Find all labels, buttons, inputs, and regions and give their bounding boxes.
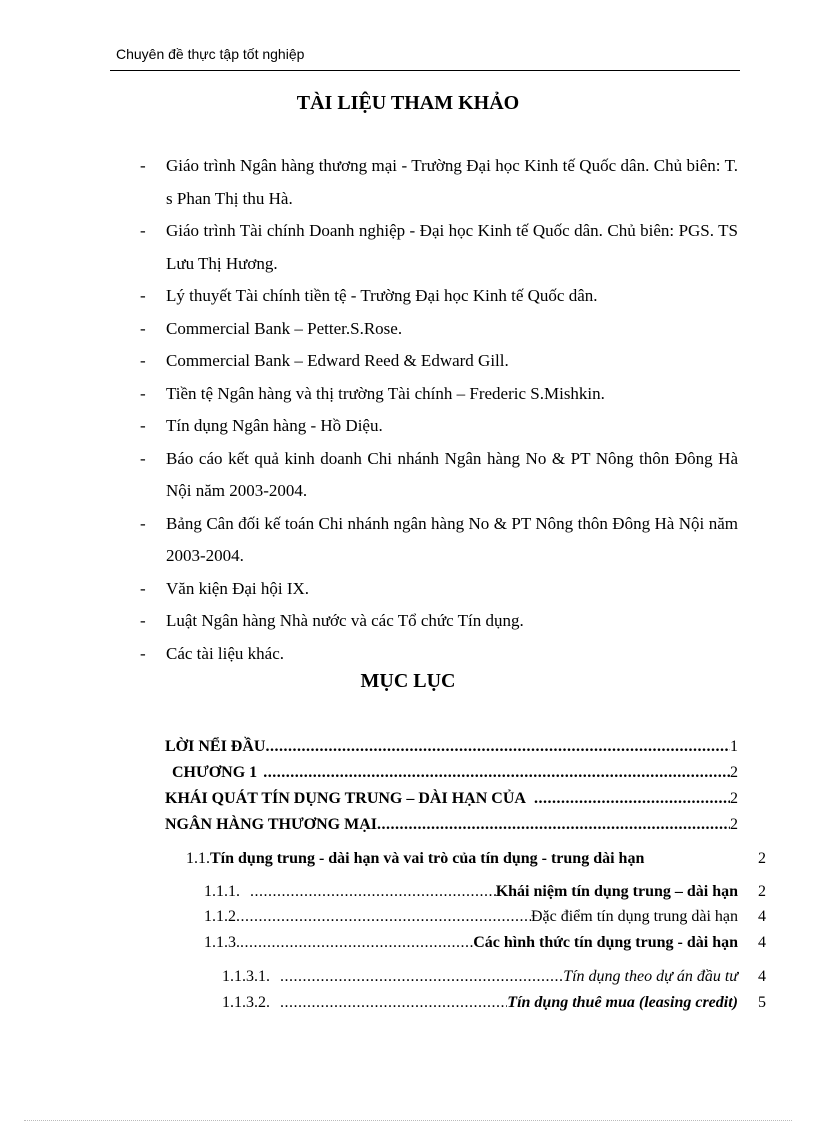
references-list (140, 150, 738, 670)
toc-entry[interactable] (165, 816, 738, 834)
reference-text: Commercial Bank – Petter.S.Rose. (166, 318, 403, 338)
toc-page: 4 (758, 968, 766, 985)
toc-number: 1.1.3.1. (222, 968, 270, 985)
toc-entry[interactable] (204, 934, 738, 952)
toc-page: 2 (758, 883, 766, 900)
bullet-dash: - (140, 643, 146, 663)
toc-number: 1.1.1. (204, 883, 240, 900)
reference-text: Các tài liệu khác. (166, 643, 285, 663)
toc-label: Tín dụng trung - dài hạn và vai trò của tín dụng - trung dài hạn (210, 850, 645, 867)
toc-leader (280, 968, 563, 986)
bullet-dash: - (140, 351, 146, 370)
bullet-dash: - (140, 318, 146, 338)
reference-text: Giáo trình Tài chính Doanh nghiệp - Đại học Kinh tế Quốc dân. Chủ biên: PGS. TS Lưu Thị Hương. (166, 221, 738, 273)
toc-leader (236, 908, 531, 926)
toc-entry[interactable] (222, 994, 738, 1012)
toc-entry[interactable] (204, 908, 738, 926)
toc-page: 1 (730, 738, 738, 755)
toc-leader (263, 764, 730, 782)
toc-label: KHÁI QUÁT TÍN DỤNG TRUNG – DÀI HẠN CỦA (165, 790, 526, 807)
toc-label: Khái niệm tín dụng trung – dài hạn (495, 883, 738, 900)
reference-item (140, 508, 738, 573)
bullet-dash: - (140, 416, 146, 435)
toc-page: 4 (758, 908, 766, 925)
toc-label: LỜI NỂI ĐẦU (165, 738, 266, 755)
bullet-dash: - (140, 156, 146, 175)
toc-label: NGÂN HÀNG THƯƠNG MẠI (165, 816, 377, 833)
page-bottom-border (24, 1120, 792, 1121)
bullet-dash: - (140, 448, 146, 468)
reference-text: Lý thuyết Tài chính tiền tệ - Trường Đại học Kinh tế Quốc dân. (166, 286, 598, 305)
reference-text: Tín dụng Ngân hàng - Hồ Diệu. (166, 416, 383, 435)
reference-text: Bảng Cân đối kế toán Chi nhánh ngân hàng No & PT Nông thôn Đông Hà Nội năm 2003-2004. (166, 513, 738, 565)
bullet-dash: - (140, 383, 146, 403)
toc-leader (534, 790, 730, 808)
toc-leader (280, 994, 507, 1012)
toc-page: 4 (758, 934, 766, 951)
toc-entry[interactable] (222, 968, 738, 986)
bullet-dash: - (140, 513, 146, 533)
reference-item (140, 638, 738, 671)
toc-leader (377, 816, 730, 834)
toc-entry[interactable] (204, 883, 738, 901)
toc-entry[interactable] (165, 738, 738, 756)
toc-label: Đặc điểm tín dụng trung dài hạn (530, 908, 738, 925)
bullet-dash: - (140, 611, 146, 630)
toc-number: 1.1.2 (204, 908, 236, 925)
toc-leader (250, 883, 496, 901)
header-divider (110, 70, 740, 71)
reference-item (140, 410, 738, 443)
page-header: Chuyên đề thực tập tốt nghiệp (116, 46, 305, 62)
toc-number: 1.1.3. (204, 934, 240, 951)
toc-entry[interactable] (186, 850, 738, 868)
toc-label: Tín dụng theo dự án đầu tư (563, 968, 738, 985)
reference-text: Luật Ngân hàng Nhà nước và các Tổ chức Tín dụng. (166, 611, 524, 630)
reference-item (140, 313, 738, 346)
toc-title: MỤC LỤC (360, 670, 456, 692)
toc-page: 5 (758, 994, 766, 1011)
reference-item (140, 573, 738, 606)
reference-item (140, 378, 738, 411)
references-title: TÀI LIỆU THAM KHẢO (296, 92, 520, 114)
bullet-dash: - (140, 221, 146, 240)
toc-label: CHƯƠNG 1 (172, 764, 258, 781)
toc-number: 1.1.3.2. (222, 994, 270, 1011)
reference-item (140, 215, 738, 280)
bullet-dash: - (140, 578, 146, 598)
reference-item (140, 345, 738, 378)
toc-page: 2 (730, 764, 738, 781)
reference-text: Commercial Bank – Edward Reed & Edward Gill. (166, 351, 509, 370)
reference-text: Tiền tệ Ngân hàng và thị trường Tài chính – Frederic S.Mishkin. (166, 383, 605, 403)
toc-leader (240, 934, 473, 952)
toc-entry[interactable] (172, 764, 738, 782)
reference-item (140, 280, 738, 313)
reference-item (140, 150, 738, 215)
toc-leader (265, 738, 730, 756)
toc-entry[interactable] (165, 790, 738, 808)
reference-item (140, 443, 738, 508)
reference-text: Văn kiện Đại hội IX. (166, 578, 310, 598)
toc-page: 2 (730, 816, 738, 833)
reference-item (140, 605, 738, 638)
toc-label: Tín dụng thuê mua (leasing credit) (507, 994, 738, 1011)
toc-label: Các hình thức tín dụng trung - dài hạn (473, 934, 738, 951)
toc-page: 2 (758, 850, 766, 867)
toc-number: 1.1. (186, 850, 210, 867)
bullet-dash: - (140, 286, 146, 305)
reference-text: Báo cáo kết quả kinh doanh Chi nhánh Ngân hàng No & PT Nông thôn Đông Hà Nội năm 2003-2004. (166, 448, 738, 500)
reference-text: Giáo trình Ngân hàng thương mại - Trường Đại học Kinh tế Quốc dân. Chủ biên: T. s Phan Thị thu Hà. (166, 156, 738, 208)
toc-page: 2 (730, 790, 738, 807)
